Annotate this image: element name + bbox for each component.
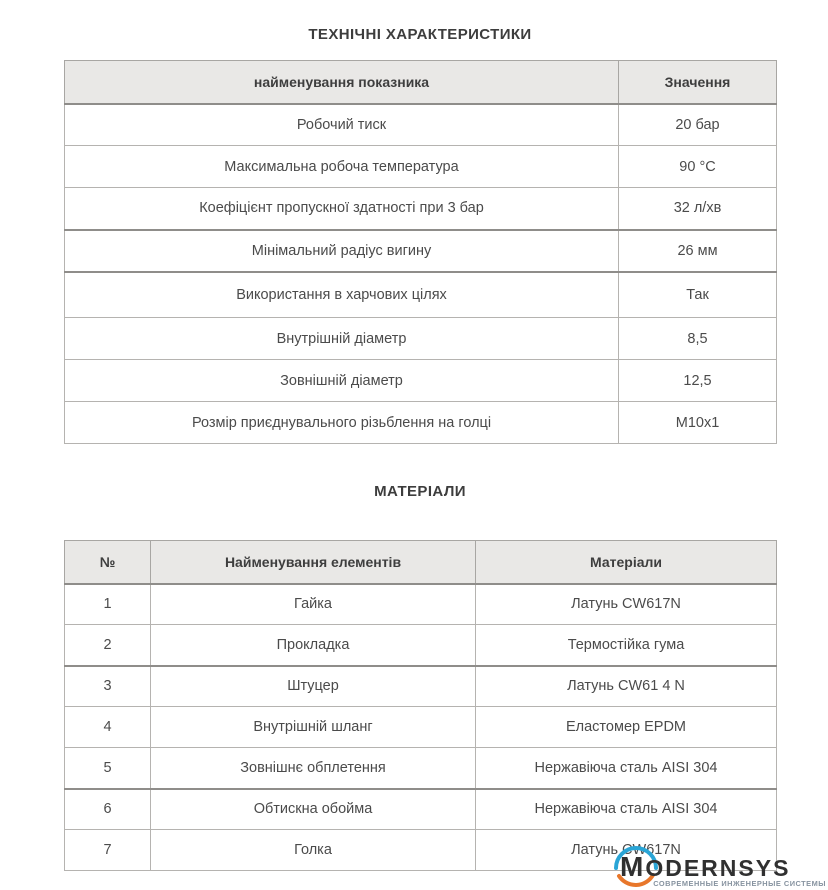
table-row bbox=[65, 230, 777, 272]
material-cell: Латунь CW61 4 N bbox=[476, 666, 777, 707]
parameter-value-cell: Так bbox=[619, 272, 777, 318]
table-row bbox=[65, 318, 777, 360]
parameter-value-cell: 90 °C bbox=[619, 146, 777, 188]
table-row bbox=[65, 360, 777, 402]
material-cell: Еластомер EPDM bbox=[476, 707, 777, 748]
element-name-header: Найменування елементів bbox=[151, 541, 476, 584]
table-row bbox=[65, 402, 777, 444]
element-name-cell: Голка bbox=[151, 830, 476, 871]
element-name-cell: Гайка bbox=[151, 584, 476, 625]
table-header-row bbox=[65, 61, 777, 104]
element-name-cell: Обтискна обойма bbox=[151, 789, 476, 830]
material-cell: Латунь CW617N bbox=[476, 830, 777, 871]
parameter-name-cell: Мінімальний радіус вигину bbox=[65, 230, 619, 272]
material-cell: Нержавіюча сталь AISI 304 bbox=[476, 789, 777, 830]
element-name-cell: Внутрішній шланг bbox=[151, 707, 476, 748]
material-cell: Нержавіюча сталь AISI 304 bbox=[476, 748, 777, 789]
number-cell: 4 bbox=[65, 707, 151, 748]
parameter-name-cell: Внутрішній діаметр bbox=[65, 318, 619, 360]
modernsys-logo bbox=[592, 844, 828, 890]
parameter-value-cell: 26 мм bbox=[619, 230, 777, 272]
number-cell: 5 bbox=[65, 748, 151, 789]
parameter-value-cell: 12,5 bbox=[619, 360, 777, 402]
table-row bbox=[65, 707, 777, 748]
materials-title: МАТЕРІАЛИ bbox=[374, 483, 466, 500]
parameter-value-cell: M10x1 bbox=[619, 402, 777, 444]
parameter-value-cell: 32 л/хв bbox=[619, 188, 777, 230]
parameter-name-cell: Коефіцієнт пропускної здатності при 3 бар bbox=[65, 188, 619, 230]
element-name-cell: Штуцер bbox=[151, 666, 476, 707]
parameter-name-cell: Робочий тиск bbox=[65, 104, 619, 146]
parameter-value-cell: 20 бар bbox=[619, 104, 777, 146]
table-row bbox=[65, 748, 777, 789]
element-name-cell: Прокладка bbox=[151, 625, 476, 666]
value-header: Значення bbox=[619, 61, 777, 104]
table-row bbox=[65, 789, 777, 830]
table-row bbox=[65, 584, 777, 625]
table-row bbox=[65, 146, 777, 188]
material-cell: Латунь CW617N bbox=[476, 584, 777, 625]
table-row bbox=[65, 625, 777, 666]
parameter-name-cell: Зовнішній діаметр bbox=[65, 360, 619, 402]
parameter-value-cell: 8,5 bbox=[619, 318, 777, 360]
number-cell: 6 bbox=[65, 789, 151, 830]
number-cell: 1 bbox=[65, 584, 151, 625]
parameter-name-cell: Максимальна робоча температура bbox=[65, 146, 619, 188]
table-header-row bbox=[65, 541, 777, 584]
number-cell: 3 bbox=[65, 666, 151, 707]
parameter-name-header: найменування показника bbox=[65, 61, 619, 104]
technical-characteristics-title: ТЕХНІЧНІ ХАРАКТЕРИСТИКИ bbox=[308, 26, 532, 43]
number-header: № bbox=[65, 541, 151, 584]
number-cell: 2 bbox=[65, 625, 151, 666]
material-cell: Термостійка гума bbox=[476, 625, 777, 666]
logo-tagline: СОВРЕМЕННЫЕ ИНЖЕНЕРНЫЕ СИСТЕМЫ bbox=[653, 879, 826, 888]
table-row bbox=[65, 104, 777, 146]
materials-table bbox=[64, 540, 777, 871]
table-row bbox=[65, 272, 777, 318]
table-row bbox=[65, 666, 777, 707]
logo-wordmark: MODERNSYS bbox=[620, 851, 791, 882]
material-header: Матеріали bbox=[476, 541, 777, 584]
parameter-name-cell: Використання в харчових цілях bbox=[65, 272, 619, 318]
parameter-name-cell: Розмір приєднувального різьблення на голці bbox=[65, 402, 619, 444]
technical-characteristics-table bbox=[64, 60, 777, 444]
table-row bbox=[65, 188, 777, 230]
element-name-cell: Зовнішнє обплетення bbox=[151, 748, 476, 789]
number-cell: 7 bbox=[65, 830, 151, 871]
